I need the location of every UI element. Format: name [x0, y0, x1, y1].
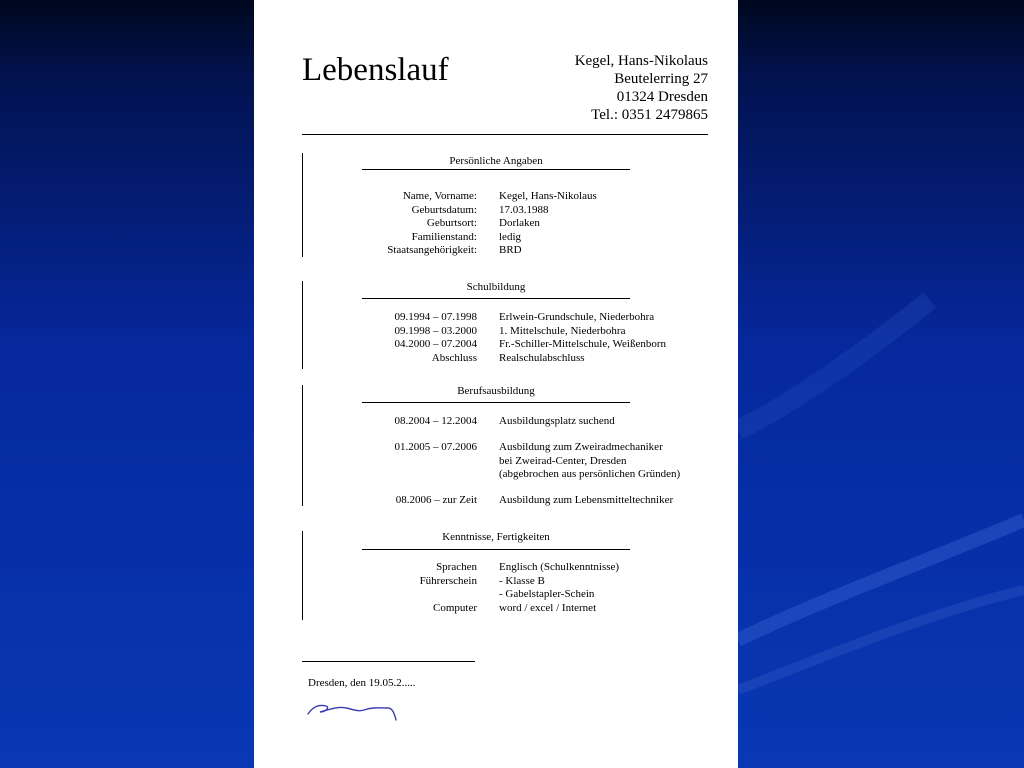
row-value: Ausbildung zum Zweiradmechaniker [499, 441, 663, 453]
row-value: 1. Mittelschule, Niederbohra [499, 324, 626, 337]
section-bar [302, 153, 303, 257]
row-label: 09.1998 – 03.2000 [394, 324, 477, 337]
section-divider [362, 169, 630, 170]
address-city: 01324 Dresden [616, 89, 708, 105]
row-value: Realschulabschluss [499, 351, 585, 364]
row-value: Dorlaken [499, 217, 540, 229]
row-value: - Gabelstapler-Schein [499, 588, 595, 600]
row-value: Ausbildungsplatz suchend [499, 415, 615, 427]
row-label: Name, Vorname: [402, 190, 477, 202]
section-title-training: Berufsausbildung [457, 385, 535, 397]
row-label: Computer [433, 601, 477, 614]
section-personal [302, 153, 708, 257]
row-value: (abgebrochen aus persönlichen Gründen) [499, 468, 681, 480]
row-label: Geburtsort: [426, 217, 477, 229]
section-bar [302, 385, 303, 506]
row-value: Erlwein-Grundschule, Niederbohra [499, 311, 655, 323]
address-phone: Tel.: 0351 2479865 [591, 107, 708, 123]
signature-line [302, 661, 475, 662]
section-training [302, 385, 708, 506]
address-name: Kegel, Hans-Nikolaus [574, 53, 708, 69]
row-value: BRD [499, 244, 522, 256]
section-divider [362, 402, 630, 403]
place-date: Dresden, den 19.05.2..... [308, 677, 416, 689]
row-value: word / excel / Internet [499, 601, 597, 614]
section-school [302, 281, 708, 369]
row-label: Führerschein [419, 574, 477, 587]
row-value: Kegel, Hans-Nikolaus [499, 190, 597, 202]
row-label: Familienstand: [411, 230, 477, 243]
section-divider [362, 298, 630, 299]
page-title: Lebenslauf [302, 52, 449, 88]
row-value: Ausbildung zum Lebensmitteltechniker [499, 494, 674, 506]
address-street: Beutelerring 27 [614, 71, 708, 87]
header-divider [302, 134, 708, 135]
section-skills [302, 531, 708, 620]
row-label: Geburtsdatum: [411, 203, 477, 216]
row-value: Englisch (Schulkenntnisse) [499, 561, 620, 573]
row-value: - Klasse B [499, 574, 545, 587]
row-value: ledig [499, 230, 521, 243]
resume-page [254, 0, 738, 768]
row-label: 01.2005 – 07.2006 [394, 441, 477, 453]
section-bar [302, 531, 303, 620]
section-divider [362, 549, 630, 550]
row-value: Fr.-Schiller-Mittelschule, Weißenborn [499, 338, 667, 350]
row-label: Sprachen [436, 561, 477, 573]
row-label: 08.2004 – 12.2004 [394, 415, 477, 427]
row-label: 08.2006 – zur Zeit [395, 494, 477, 506]
signature-scribble [304, 694, 404, 724]
section-title-personal: Persönliche Angaben [449, 155, 543, 167]
row-label: Staatsangehörigkeit: [387, 244, 477, 256]
address-block [575, 52, 708, 124]
row-label: 09.1994 – 07.1998 [394, 311, 477, 323]
row-value: 17.03.1988 [499, 203, 549, 216]
section-bar [302, 281, 303, 369]
row-value: bei Zweirad-Center, Dresden [499, 454, 627, 467]
section-title-school: Schulbildung [466, 281, 526, 293]
row-label: 04.2000 – 07.2004 [394, 338, 477, 350]
row-label: Abschluss [431, 351, 477, 364]
section-title-skills: Kenntnisse, Fertigkeiten [442, 531, 550, 543]
